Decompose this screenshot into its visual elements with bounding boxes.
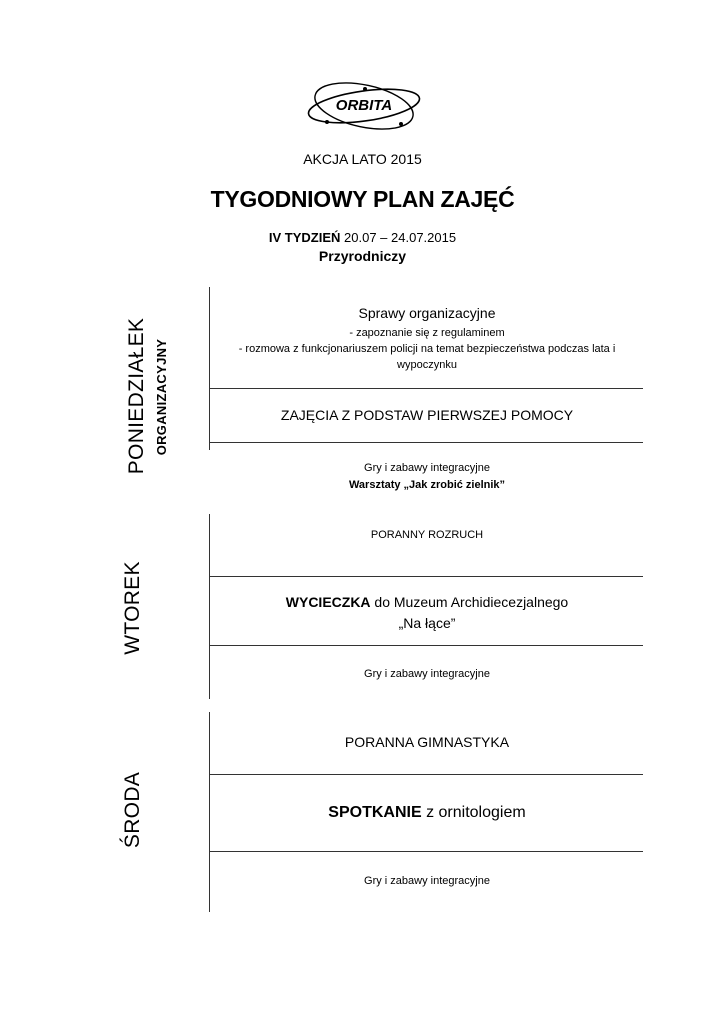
divider (209, 774, 643, 775)
tuesday-slot-2 (210, 592, 644, 634)
svg-text:ORBITA: ORBITA (335, 97, 393, 114)
orbita-logo (305, 80, 423, 132)
tuesday-slot-2-bold: WYCIECZKA (285, 594, 371, 610)
divider (209, 645, 643, 646)
divider (209, 442, 643, 443)
monday-slot-3 (210, 460, 644, 494)
monday-slot-1-line: wypoczynku (397, 359, 457, 371)
monday-slot-1-line: - rozmowa z funkcjonariuszem policji na temat bezpieczeństwa podczas lata i (238, 343, 616, 355)
week-line (0, 230, 725, 245)
tuesday-slot-2-rest: do Muzeum Archidiecezjalnego (370, 594, 569, 610)
week-dates: 20.07 – 24.07.2015 (340, 230, 457, 245)
monday-slot-2: ZAJĘCIA Z PODSTAW PIERWSZEJ POMOCY (280, 407, 574, 423)
monday-slot-1-title: Sprawy organizacyjne (358, 305, 496, 321)
wednesday-slot-2-bold: SPOTKANIE (328, 804, 422, 821)
week-label: IV TYDZIEŃ (268, 230, 341, 245)
week-theme: Przyrodniczy (318, 248, 407, 264)
wednesday-slot-1: PORANNA GIMNASTYKA (344, 734, 510, 750)
page-title: TYGODNIOWY PLAN ZAJĘĆ (210, 186, 515, 212)
divider (209, 851, 643, 852)
wednesday-slot-3: Gry i zabawy integracyjne (364, 875, 490, 887)
day-subtitle-monday: ORGANIZACYJNY (154, 338, 169, 456)
monday-slot-3-line: Gry i zabawy integracyjne (364, 462, 490, 474)
day-label-wednesday: ŚRODA (121, 771, 144, 849)
action-title: AKCJA LATO 2015 (303, 151, 422, 167)
tuesday-slot-2-line2: „Na łące” (398, 615, 456, 631)
monday-slot-1-line: - zapoznanie się z regulaminem (349, 327, 505, 339)
divider (209, 576, 643, 577)
day-label-monday: PONIEDZIAŁEK (125, 317, 148, 475)
monday-slot-3-workshop: Warsztaty „Jak zrobić zielnik” (348, 479, 506, 491)
divider (209, 388, 643, 389)
tuesday-slot-3: Gry i zabawy integracyjne (364, 668, 490, 680)
wednesday-slot-2 (210, 804, 644, 822)
tuesday-slot-1: PORANNY ROZRUCH (370, 529, 484, 541)
wednesday-slot-2-rest: z ornitologiem (421, 804, 526, 821)
monday-slot-1-details (210, 325, 644, 373)
day-label-tuesday: WTOREK (121, 561, 144, 655)
